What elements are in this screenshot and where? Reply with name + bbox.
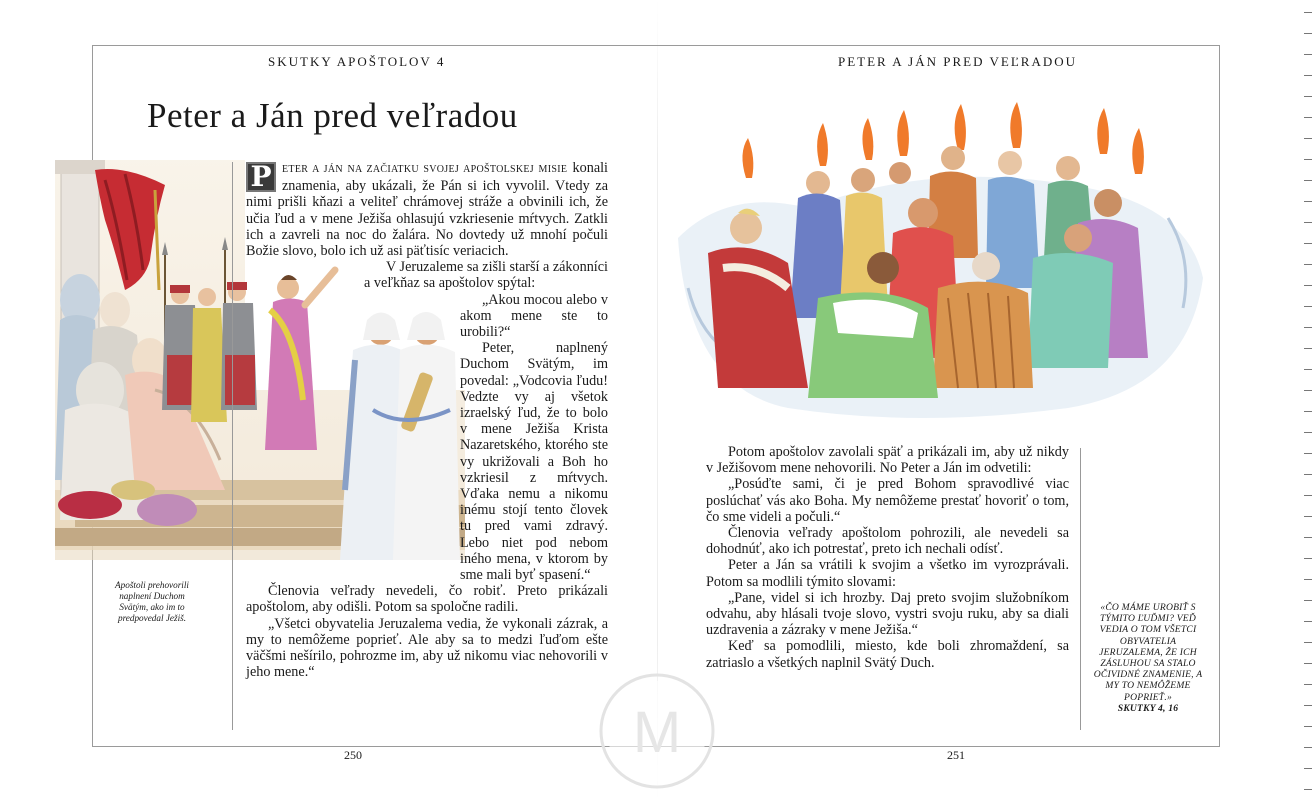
edge-tick bbox=[1304, 222, 1312, 223]
edge-tick bbox=[1304, 390, 1312, 391]
paragraph-text: konali znamenia, aby ukázali, že Pán si ich vyvolil. Vtedy za nimi prišli kňazi a veliteľ chrámovej stráže a obvinili ich, že učia ľud a v mene Ježiša ohlasujú vzkriesenie mŕtvych. Zatkli ich a zavreli na noc do žalára. No dovtedy už mnohí počuli Božie slovo, bolo ich už asi päťtisíc veriacich. bbox=[246, 160, 608, 260]
edge-tick bbox=[1304, 747, 1312, 748]
paragraph: „Akou mocou alebo v akom mene ste to urobili?“ bbox=[460, 291, 608, 341]
drop-cap: P bbox=[246, 162, 276, 192]
paragraph: V Jeruzaleme sa zišli starší a zákonníci a veľkňaz sa apoštolov spýtal: bbox=[364, 259, 608, 292]
edge-tick bbox=[1304, 642, 1312, 643]
edge-tick bbox=[1304, 663, 1312, 664]
edge-tick bbox=[1304, 516, 1312, 517]
edge-tick bbox=[1304, 705, 1312, 706]
edge-tick bbox=[1304, 96, 1312, 97]
edge-tick bbox=[1304, 600, 1312, 601]
paragraph: „Všetci obyvatelia Jeruzalema vedia, že vykonali zázrak, a my to nemôžeme poprieť. Ale aby sa to medzi ľuďom ešte väčšmi nešírilo, pohrozme im, aby už nikomu viac nehovorili v jeho mene.“ bbox=[246, 615, 608, 681]
edge-tick bbox=[1304, 537, 1312, 538]
watermark-logo bbox=[598, 672, 716, 790]
right-body-text bbox=[706, 444, 1069, 671]
edge-tick bbox=[1304, 54, 1312, 55]
page-number-left: 250 bbox=[344, 748, 362, 762]
edge-tick bbox=[1304, 495, 1312, 496]
right-column-rule bbox=[1080, 448, 1081, 730]
watermark-letter: M bbox=[632, 700, 682, 765]
edge-tick bbox=[1304, 33, 1312, 34]
edge-tick bbox=[1304, 453, 1312, 454]
edge-tick bbox=[1304, 138, 1312, 139]
paragraph: Členovia veľrady nevedeli, čo robiť. Preto prikázali apoštolom, aby odišli. Potom sa spoločne radili. bbox=[246, 583, 608, 616]
edge-tick bbox=[1304, 348, 1312, 349]
edge-tick bbox=[1304, 768, 1312, 769]
apostles-prayer-illustration bbox=[668, 88, 1208, 428]
paragraph: Členovia veľrady apoštolom pohrozili, ale nevedeli sa dohodnúť, ako ich potrestať, preto ich nechali odísť. bbox=[706, 525, 1069, 558]
edge-tick bbox=[1304, 474, 1312, 475]
edge-tick bbox=[1304, 369, 1312, 370]
edge-tick bbox=[1304, 558, 1312, 559]
edge-tick bbox=[1304, 159, 1312, 160]
edge-tick bbox=[1304, 285, 1312, 286]
running-head-right: PETER A JÁN PRED VEĽRADOU bbox=[838, 54, 1078, 69]
paragraph: „Pane, videl si ich hrozby. Daj preto svojim služobníkom odvahu, aby hlásali tvoje slovo, vystri svoju ruku, aby sa diali uzdravenia a zázraky v mene Ježiša.“ bbox=[706, 589, 1069, 639]
edge-tick bbox=[1304, 411, 1312, 412]
edge-ticks bbox=[1302, 0, 1314, 800]
illustration-caption: Apoštoli prehovorili naplnení Duchom Svätým, ako im to predpovedal Ježiš. bbox=[115, 580, 189, 623]
edge-tick bbox=[1304, 201, 1312, 202]
edge-tick bbox=[1304, 117, 1312, 118]
edge-tick bbox=[1304, 579, 1312, 580]
edge-tick bbox=[1304, 684, 1312, 685]
paragraph: Peter a Ján sa vrátili k svojim a všetko im vyrozprávali. Potom sa modlili týmito slovami: bbox=[706, 557, 1069, 590]
side-quote bbox=[1088, 602, 1208, 714]
left-column-rule bbox=[232, 162, 233, 730]
paragraph: Peter, naplnený Duchom Svätým, im povedal: „Vodcovia ľudu! Vedzte vy aj všetok izraelský ľud, že to bolo v mene Ježiša Krista Nazaretského, ktorého ste vy ukrižovali a Boh ho vzkriesil z mŕtvych. Vďaka nemu a nikomu inému stojí tento človek tu pred vami zdravý. Lebo niet pod nebom iného mena, v ktorom by sme mali byť spasení.“ bbox=[460, 340, 608, 584]
edge-tick bbox=[1304, 789, 1312, 790]
edge-tick bbox=[1304, 432, 1312, 433]
quote-text: «ČO MÁME UROBIŤ S TÝMITO ĽUĎMI? VEĎ VEDIA O TOM VŠETCI OBYVATELIA JERUZALEMA, ŽE ICH ZÁSLUHOU SA STALO OČIVIDNÉ ZNAMENIE, A MY TO NEMÔŽEME POPRIEŤ.» bbox=[1093, 602, 1203, 703]
paragraph bbox=[246, 160, 608, 259]
edge-tick bbox=[1304, 306, 1312, 307]
paragraph: Potom apoštolov zavolali späť a prikázali im, aby už nikdy v Ježišovom mene nehovorili. No Peter a Ján im odvetili: bbox=[706, 444, 1069, 477]
page-title: Peter a Ján pred veľradou bbox=[147, 96, 518, 135]
paragraph: „Posúďte sami, či je pred Bohom spravodlivé viac poslúchať vás ako Boha. My nemôžeme prestať hovoriť o tom, čo sme videli a počuli.“ bbox=[706, 476, 1069, 525]
edge-tick bbox=[1304, 12, 1312, 13]
running-head-left: SKUTKY APOŠTOLOV 4 bbox=[268, 54, 446, 69]
quote-reference: SKUTKY 4, 16 bbox=[1117, 702, 1179, 714]
edge-tick bbox=[1304, 264, 1312, 265]
edge-tick bbox=[1304, 180, 1312, 181]
edge-tick bbox=[1304, 75, 1312, 76]
edge-tick bbox=[1304, 243, 1312, 244]
edge-tick bbox=[1304, 726, 1312, 727]
left-body-text bbox=[246, 160, 608, 681]
page-number-right: 251 bbox=[947, 748, 965, 762]
lead-smallcaps: ETER A JÁN NA ZAČIATKU SVOJEJ APOŠTOLSKEJ MISIE bbox=[282, 164, 568, 175]
paragraph: Keď sa pomodlili, miesto, kde boli zhromaždení, sa zatriaslo a všetkých naplnil Svätý Duch. bbox=[706, 638, 1069, 671]
edge-tick bbox=[1304, 327, 1312, 328]
edge-tick bbox=[1304, 621, 1312, 622]
